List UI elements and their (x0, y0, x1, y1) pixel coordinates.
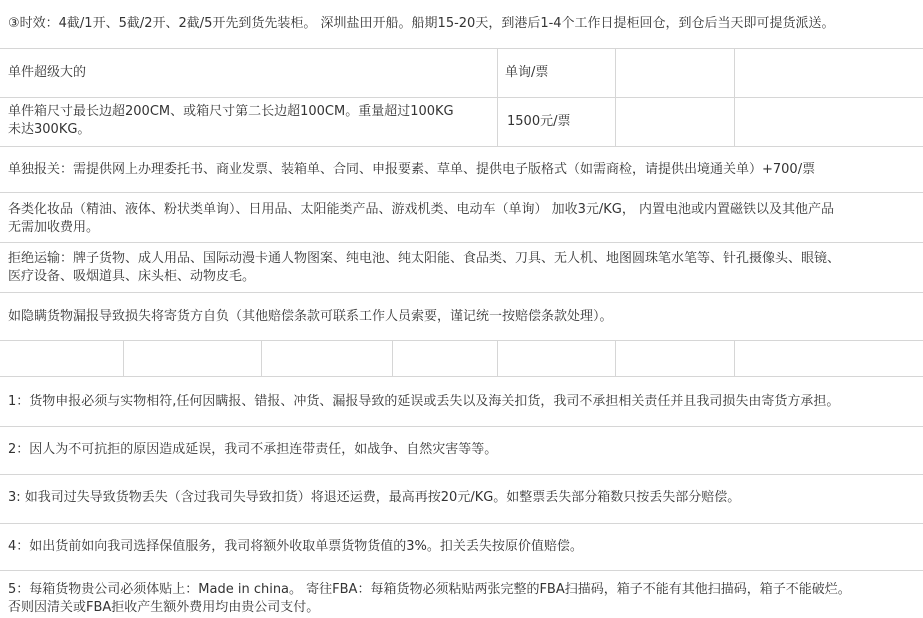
term-2: 2：因人为不可抗拒的原因造成延误，我司不承担连带责任，如战争、自然灾害等等。 (8, 442, 498, 457)
col-border (497, 48, 498, 146)
row-border (0, 426, 923, 427)
col-border (734, 48, 735, 146)
refused-goods-line1: 拒绝运输：牌子货物、成人用品、国际动漫卡通人物图案、纯电池、纯太阳能、食品类、刀具、无人机、地图圆珠笔水笔等、针孔摄像头、眼镜、 (8, 251, 841, 266)
oversize-price-label: 单询/票 (505, 65, 549, 80)
oversize-detail-line1: 单件箱尺寸最长边超200CM、或箱尺寸第二长边超100CM。重量超过100KG (8, 104, 454, 119)
concealment-text: 如隐瞒货物漏报导致损失将寄货方自负（其他赔偿条款可联系工作人员索要，谨记统一按赔偿条款处理）。 (8, 309, 613, 324)
refused-goods-line2: 医疗设备、吸烟道具、床头柜、动物皮毛。 (8, 269, 256, 284)
col-border (615, 340, 616, 376)
row-border (0, 570, 923, 571)
row-border (0, 474, 923, 475)
col-border (734, 340, 735, 376)
col-border (497, 340, 498, 376)
term-5-line1: 5：每箱货物贵公司必须体贴上：Made in china。 寄往FBA：每箱货物必须粘贴两张完整的FBA扫描码，箱子不能有其他扫描码，箱子不能破烂。 (8, 582, 851, 597)
row-border (0, 376, 923, 377)
row-border (0, 146, 923, 147)
row-border (0, 523, 923, 524)
oversize-price-value: 1500元/票 (507, 114, 571, 129)
col-border (261, 340, 262, 376)
row-border (0, 292, 923, 293)
term-1: 1：货物申报必须与实物相符,任何因瞒报、错报、冲货、漏报导致的延误或丢失以及海关扣货，我司不承担相关责任并且我司损失由寄货方承担。 (8, 394, 840, 409)
row-border (0, 340, 923, 341)
row-border (0, 192, 923, 193)
cosmetics-line2: 无需加收费用。 (8, 220, 100, 235)
timing-text: ③时效：4截/1开、5截/2开、2截/5开先到货先装柜。 深圳盐田开船。船期15-20天，到港后1-4个工作日提柜回仓，到仓后当天即可提货派送。 (8, 16, 835, 31)
oversize-detail-line2: 未达300KG。 (8, 122, 91, 137)
col-border (392, 340, 393, 376)
row-border (0, 242, 923, 243)
customs-text: 单独报关：需提供网上办理委托书、商业发票、装箱单、合同、申报要素、草单、提供电子版格式（如需商检，请提供出境通关单）+700/票 (8, 162, 816, 177)
row-border (0, 97, 923, 98)
row-border (0, 48, 923, 49)
term-3: 3: 如我司过失导致货物丢失（含过我司失导致扣货）将退还运费，最高再按20元/KG。如整票丢失部分箱数只按丢失部分赔偿。 (8, 490, 741, 505)
col-border (123, 340, 124, 376)
term-4: 4：如出货前如向我司选择保值服务，我司将额外收取单票货物货值的3%。扣关丢失按原价值赔偿。 (8, 539, 583, 554)
cosmetics-line1: 各类化妆品（精油、液体、粉状类单询）、日用品、太阳能类产品、游戏机类、电动车（单询） 加收3元/KG， 内置电池或内置磁铁以及其他产品 (8, 202, 835, 217)
term-5-line2: 否则因清关或FBA拒收产生额外费用均由贵公司支付。 (8, 600, 320, 615)
col-border (615, 48, 616, 146)
oversize-label: 单件超级大的 (8, 65, 87, 80)
